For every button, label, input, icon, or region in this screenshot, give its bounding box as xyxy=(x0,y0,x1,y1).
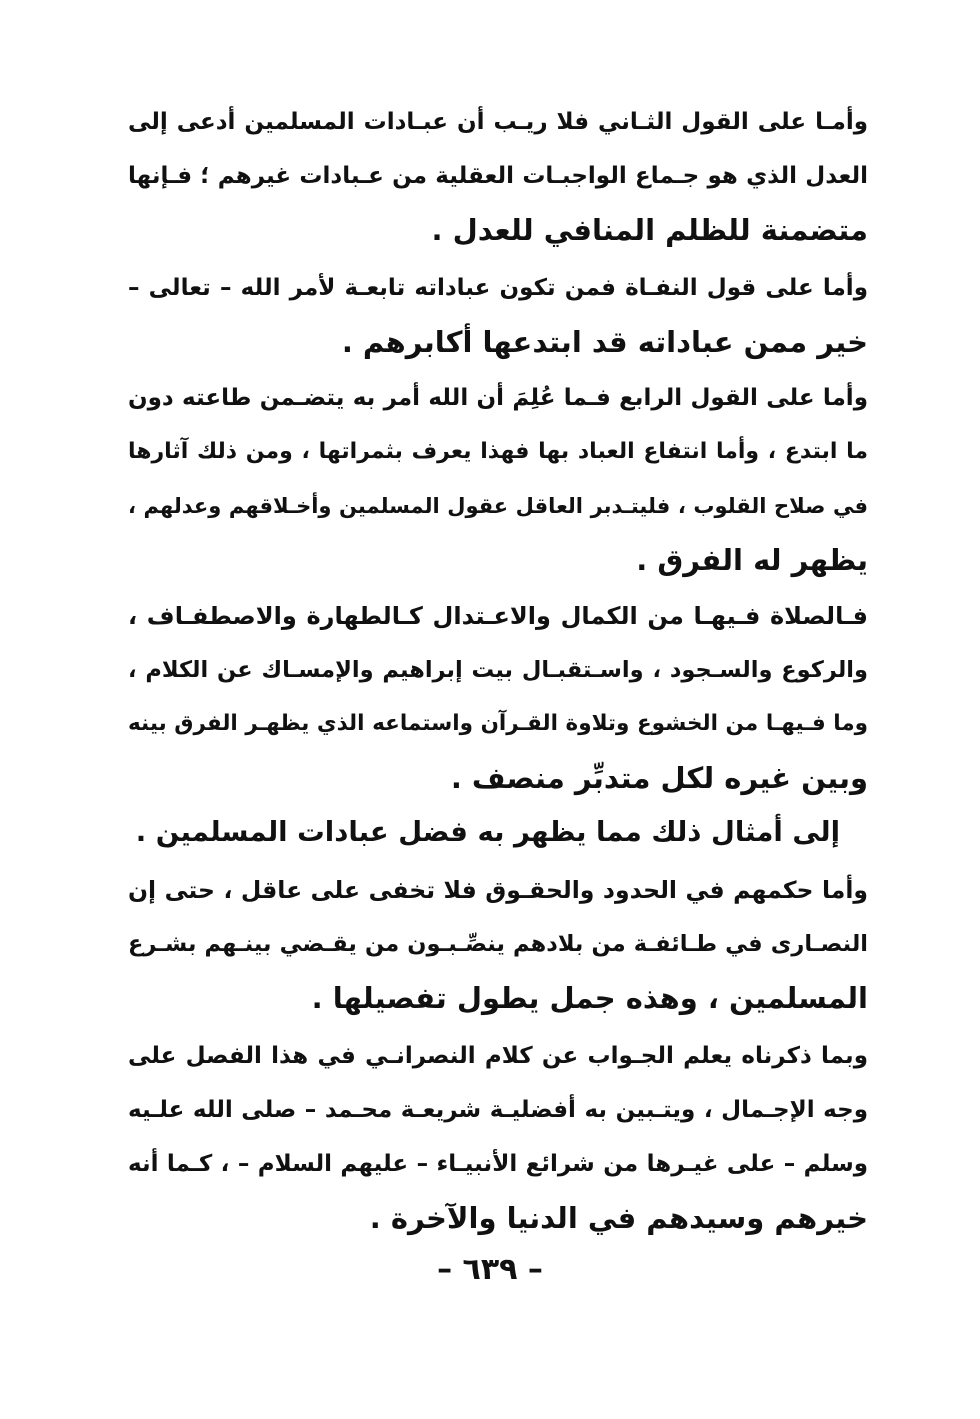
page-number: – ٦٣٩ – xyxy=(437,1252,543,1287)
text-line: وجه الإجـمال ، ويتـبين به أفضليـة شريعـة محـمد – صلى الله علـيه xyxy=(128,1097,868,1123)
text-line: في صلاح القلوب ، فليتـدبر العاقل عقول المسلمين وأخـلاقهم وعدلهم ، xyxy=(128,494,868,518)
text-line: خير ممن عباداته قد ابتدعها أكابرهم . xyxy=(341,325,868,359)
text-line: المسلمين ، وهذه جمل يطول تفصيلها . xyxy=(311,981,868,1015)
text-line: وبين غيره لكل متدبِّر منصف . xyxy=(450,761,868,795)
text-line: فـالصلاة فـيهـا من الكمال والاعـتدال كـالطهارة والاصطفـاف ، xyxy=(128,602,868,630)
text-line: متضمنة للظلم المنافي للعدل . xyxy=(431,213,868,247)
text-line: والركوع والسـجود ، واسـتقبـال بيت إبراهيم والإمسـاك عن الكلام ، xyxy=(128,657,868,683)
text-line: ما ابتدع ، وأما انتفاع العباد بها فهذا يعرف بثمراتها ، ومن ذلك آثارها xyxy=(128,439,868,464)
text-line: وما فـيهـا من الخشوع وتلاوة القـرآن واستماعه الذي يظهـر الفرق بينه xyxy=(128,711,868,736)
text-line: وأما على قول النفـاة فمن تكون عباداته تابعـة لأمر الله – تعالى – xyxy=(128,275,868,301)
text-line: النصـارى في طـائفـة من بلادهم ينصِّـبـون من يقـضي بينـهم بشـرع xyxy=(128,931,868,957)
text-line: إلى أمثال ذلك مما يظهر به فضل عبادات المسلمين . xyxy=(135,816,840,848)
text-line: وسلم – على غيـرها من شرائع الأنبيـاء – عليهم السلام – ، كـما أنه xyxy=(128,1151,868,1177)
text-line: وبما ذكرناه يعلم الجـواب عن كلام النصرانـي في هذا الفصل على xyxy=(128,1043,868,1069)
text-line: خيرهم وسيدهم في الدنيا والآخرة . xyxy=(369,1201,868,1235)
text-line: وأما على القول الرابع فـما عُلِمَ أن الله أمر به يتضـمن طاعته دون xyxy=(128,385,868,411)
text-line: وأمـا على القول الثـاني فلا ريـب أن عبـادات المسلمين أدعى إلى xyxy=(128,109,868,135)
text-line: وأما حكمهم في الحدود والحقـوق فلا تخفى على عاقل ، حتى إن xyxy=(128,876,868,904)
text-line: يظهر له الفرق . xyxy=(636,543,868,577)
text-line: العدل الذي هو جـماع الواجبـات العقلية من عـبادات غيرهم ؛ فـإنها xyxy=(128,163,868,189)
